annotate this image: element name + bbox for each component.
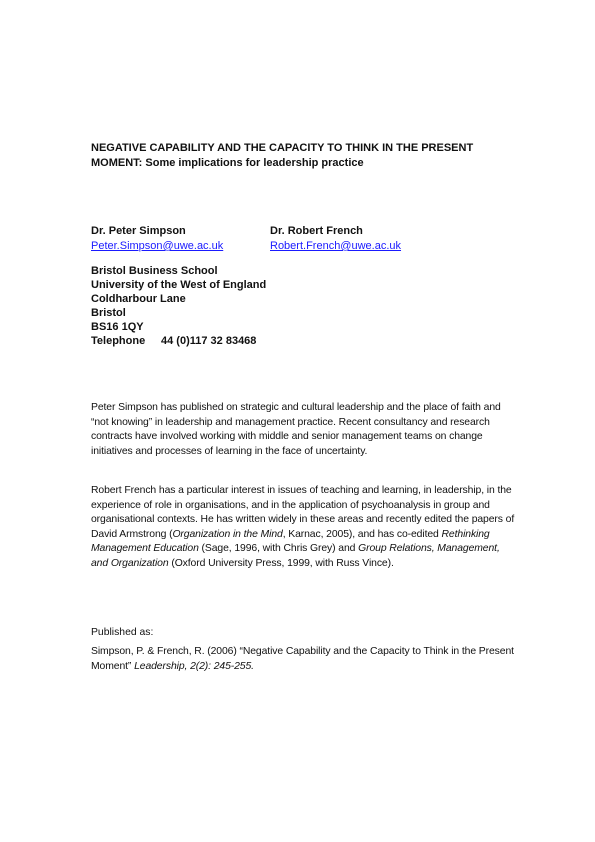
bio-simpson: Peter Simpson has published on strategic and cultural leadership and the place of faith and “not knowing” in leadership and management practice. Recent consultancy and research contracts have involved working with middle and senior management teams on change initiatives and processes of learning in the face of uncertainty.: [91, 402, 501, 457]
paper-title-line-2: MOMENT: Some implications for leadership practice: [91, 157, 364, 169]
citation-text: Simpson, P. & French, R. (2006) “Negative Capability and the Capacity to Think in the Present Moment”: [91, 646, 514, 672]
author-french: [270, 224, 401, 254]
address-line: Bristol: [91, 307, 126, 319]
bio-text: (Oxford University Press, 1999, with Russ Vince).: [168, 557, 394, 569]
citation-journal: Leadership, 2(2): 245-255.: [134, 660, 254, 672]
author-simpson: [91, 224, 223, 254]
author-email-link[interactable]: Robert.French@uwe.ac.uk: [270, 240, 402, 252]
bio-text: (Sage, 1996, with Chris Grey) and: [198, 543, 359, 554]
published-as-label: Published as:: [91, 627, 154, 638]
citation: [91, 645, 521, 674]
author-name: Dr. Peter Simpson: [91, 225, 186, 237]
book-title: Rethinking Management Education: [91, 528, 490, 554]
author-name: Dr. Robert French: [270, 225, 363, 237]
paper-title: [91, 141, 521, 171]
book-title: Group Relations, Management, and Organization: [91, 543, 500, 569]
institution-address: [91, 264, 266, 348]
author-email-link[interactable]: Peter.Simpson@uwe.ac.uk: [91, 240, 224, 252]
bio-text: , Karnac, 2005), and has co-edited: [282, 528, 442, 540]
phone-label: Telephone: [91, 335, 146, 347]
book-title: Organization in the Mind: [172, 528, 283, 540]
phone-line: [91, 334, 266, 348]
address-line: University of the West of England: [91, 279, 267, 291]
phone-number: 44 (0)117 32 83468: [161, 335, 257, 347]
bio-text: Robert French has a particular interest in issues of teaching and learning, in leadership, in the experience of role in organisations, and in the application of psychoanalysis in group and organisational contexts. He has written widely in these areas and recently edited the papers of David Armstrong (: [91, 485, 515, 540]
address-line: Bristol Business School: [91, 265, 218, 277]
address-line: Coldharbour Lane: [91, 293, 186, 305]
bio-french: [91, 484, 516, 571]
address-line: BS16 1QY: [91, 321, 144, 333]
paper-title-line-1: NEGATIVE CAPABILITY AND THE CAPACITY TO THINK IN THE PRESENT: [91, 142, 474, 154]
